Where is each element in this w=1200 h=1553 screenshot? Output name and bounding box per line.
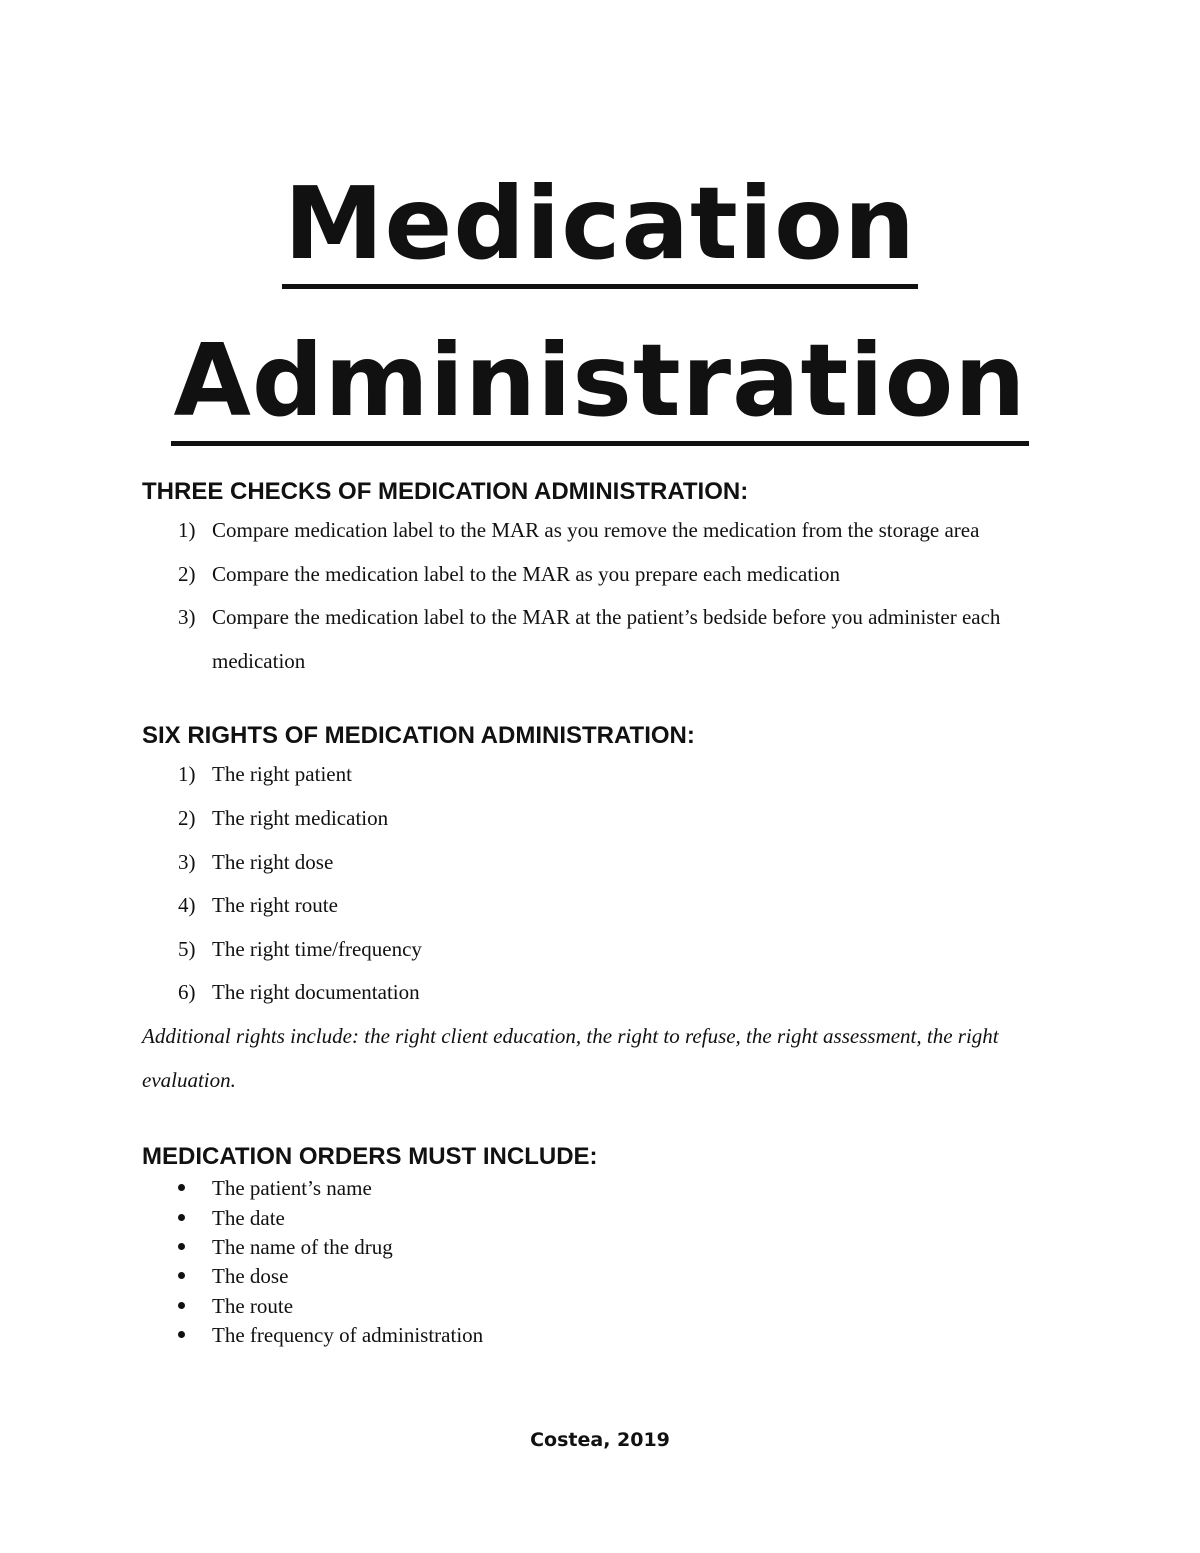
item-text: The right route <box>212 893 338 918</box>
item-text: The frequency of administration <box>212 1323 484 1348</box>
additional-rights-note: Additional rights include: the right client education, the right to refuse, the right assessment, the right evaluation. <box>142 1023 999 1092</box>
item-text: The route <box>212 1293 294 1318</box>
bullet-icon <box>178 1302 185 1309</box>
medication-orders-section <box>142 1140 1062 1350</box>
item-text: Compare the medication label to the MAR at the patient’s bedside before you administer each medication <box>212 605 1001 673</box>
list-item <box>142 884 1062 928</box>
item-text: The right medication <box>212 805 389 830</box>
three-checks-section <box>142 475 1062 683</box>
list-item <box>142 928 1062 972</box>
list-item <box>142 971 1062 1015</box>
item-number: 2) <box>178 561 196 586</box>
document-body <box>142 475 1062 1351</box>
list-item <box>142 596 1062 683</box>
item-text: The right time/frequency <box>212 936 422 961</box>
bullet-icon <box>178 1243 185 1250</box>
item-text: The right dose <box>212 849 334 874</box>
bullet-icon <box>178 1272 185 1279</box>
list-item <box>142 753 1062 797</box>
item-number: 2) <box>178 805 196 830</box>
item-number: 1) <box>178 762 196 787</box>
list-item <box>142 1292 1062 1321</box>
six-rights-list <box>142 753 1062 1015</box>
list-item <box>142 553 1062 597</box>
medication-orders-heading: MEDICATION ORDERS MUST INCLUDE: <box>142 1143 598 1171</box>
list-item <box>142 1262 1062 1291</box>
list-item <box>142 797 1062 841</box>
list-item <box>142 1174 1062 1203</box>
medication-orders-list <box>142 1174 1062 1350</box>
list-item <box>142 1204 1062 1233</box>
document-title <box>0 165 1200 446</box>
item-text: The dose <box>212 1264 289 1289</box>
six-rights-heading: SIX RIGHTS OF MEDICATION ADMINISTRATION: <box>142 722 695 750</box>
item-number: 3) <box>178 605 196 630</box>
list-item <box>142 1233 1062 1262</box>
item-number: 6) <box>178 980 196 1005</box>
bullet-icon <box>178 1214 185 1221</box>
item-text: The name of the drug <box>212 1234 393 1259</box>
title-line-2: Administration <box>171 325 1028 446</box>
item-text: The patient’s name <box>212 1176 372 1201</box>
item-number: 5) <box>178 936 196 961</box>
six-rights-section <box>142 719 1062 1102</box>
three-checks-list <box>142 509 1062 683</box>
item-text: The right documentation <box>212 980 420 1005</box>
list-item <box>142 841 1062 885</box>
item-text: The date <box>212 1205 285 1230</box>
list-item <box>142 509 1062 553</box>
footer-credit: Costea, 2019 <box>530 1429 670 1451</box>
title-line-1: Medication <box>282 168 918 289</box>
list-item <box>142 1321 1062 1350</box>
item-text: The right patient <box>212 762 352 787</box>
three-checks-heading: THREE CHECKS OF MEDICATION ADMINISTRATION: <box>142 478 749 505</box>
item-number: 1) <box>178 518 196 542</box>
item-number: 4) <box>178 893 196 918</box>
item-number: 3) <box>178 849 196 874</box>
bullet-icon <box>178 1184 185 1191</box>
item-text: Compare medication label to the MAR as you remove the medication from the storage area <box>212 518 980 542</box>
bullet-icon <box>178 1331 185 1338</box>
item-text: Compare the medication label to the MAR as you prepare each medication <box>212 561 841 586</box>
